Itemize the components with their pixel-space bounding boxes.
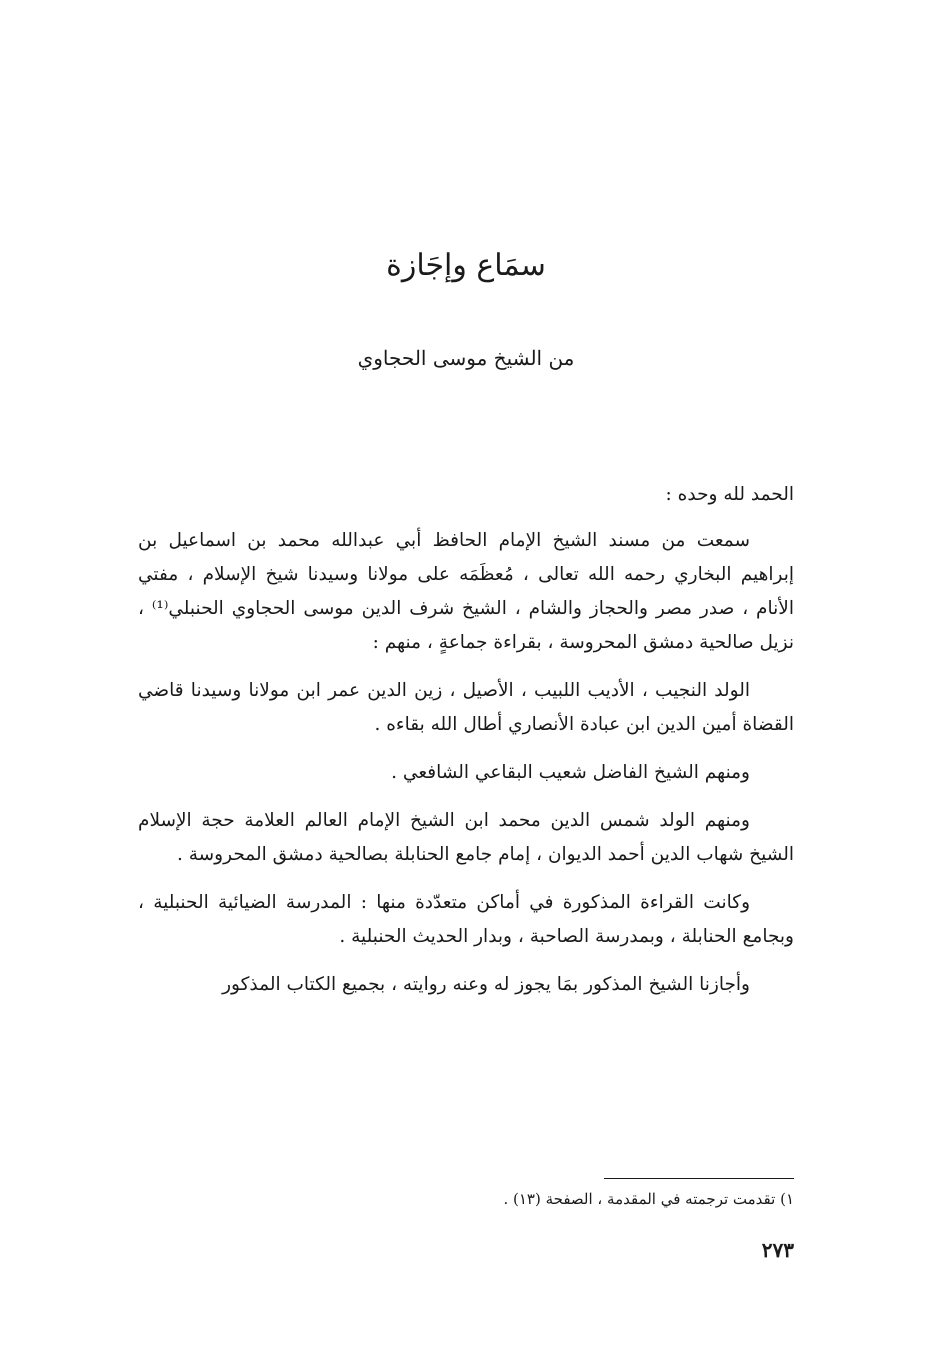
page-subtitle: من الشيخ موسى الحجاوي xyxy=(357,346,575,370)
opening-line: الحمد لله وحده : xyxy=(665,484,794,505)
paragraph: ومنهم الشيخ الفاضل شعيب البقاعي الشافعي . xyxy=(391,762,750,783)
page-number: ٢٧٣ xyxy=(761,1238,794,1262)
paragraph: ومنهم الولد شمس الدين محمد ابن الشيخ الإمام العالم العلامة حجة الإسلام الشيخ شهاب الدين أحمد الديوان ، إمام جامع الحنابلة بصالحية دمشق المحروسة . xyxy=(138,810,794,865)
paragraph: وأجازنا الشيخ المذكور بمَا يجوز له وعنه روايته ، بجميع الكتاب المذكور xyxy=(222,974,750,995)
paragraph: سمعت من مسند الشيخ الإمام الحافظ أبي عبدالله محمد بن اسماعيل بن إبراهيم البخاري رحمه الله تعالى ، مُعظَمَه على مولانا وسيدنا شيخ الإسلام ، مفتي الأنام ، صدر مصر والحجاز والشام ، الشيخ شرف الدين موسى الحجاوي الحنبلي⁽¹⁾ ، نزيل صالحية دمشق المحروسة ، بقراءة جماعةٍ ، منهم : xyxy=(138,530,794,653)
footnote-divider xyxy=(604,1178,794,1179)
body-text xyxy=(138,478,794,1016)
paragraph: وكانت القراءة المذكورة في أماكن متعدّدة منها : المدرسة الضيائية الحنبلية ، وبجامع الحنابلة ، وبمدرسة الصاحبة ، وبدار الحديث الحنبلية . xyxy=(138,892,794,947)
paragraph: الولد النجيب ، الأديب اللبيب ، الأصيل ، زين الدين عمر ابن مولانا وسيدنا قاضي القضاة أمين الدين ابن عبادة الأنصاري أطال الله بقاءه . xyxy=(138,680,794,735)
footnote: ١) تقدمت ترجمته في المقدمة ، الصفحة (١٣) . xyxy=(503,1190,794,1208)
page-title: سمَاع وإجَازة xyxy=(386,248,546,283)
